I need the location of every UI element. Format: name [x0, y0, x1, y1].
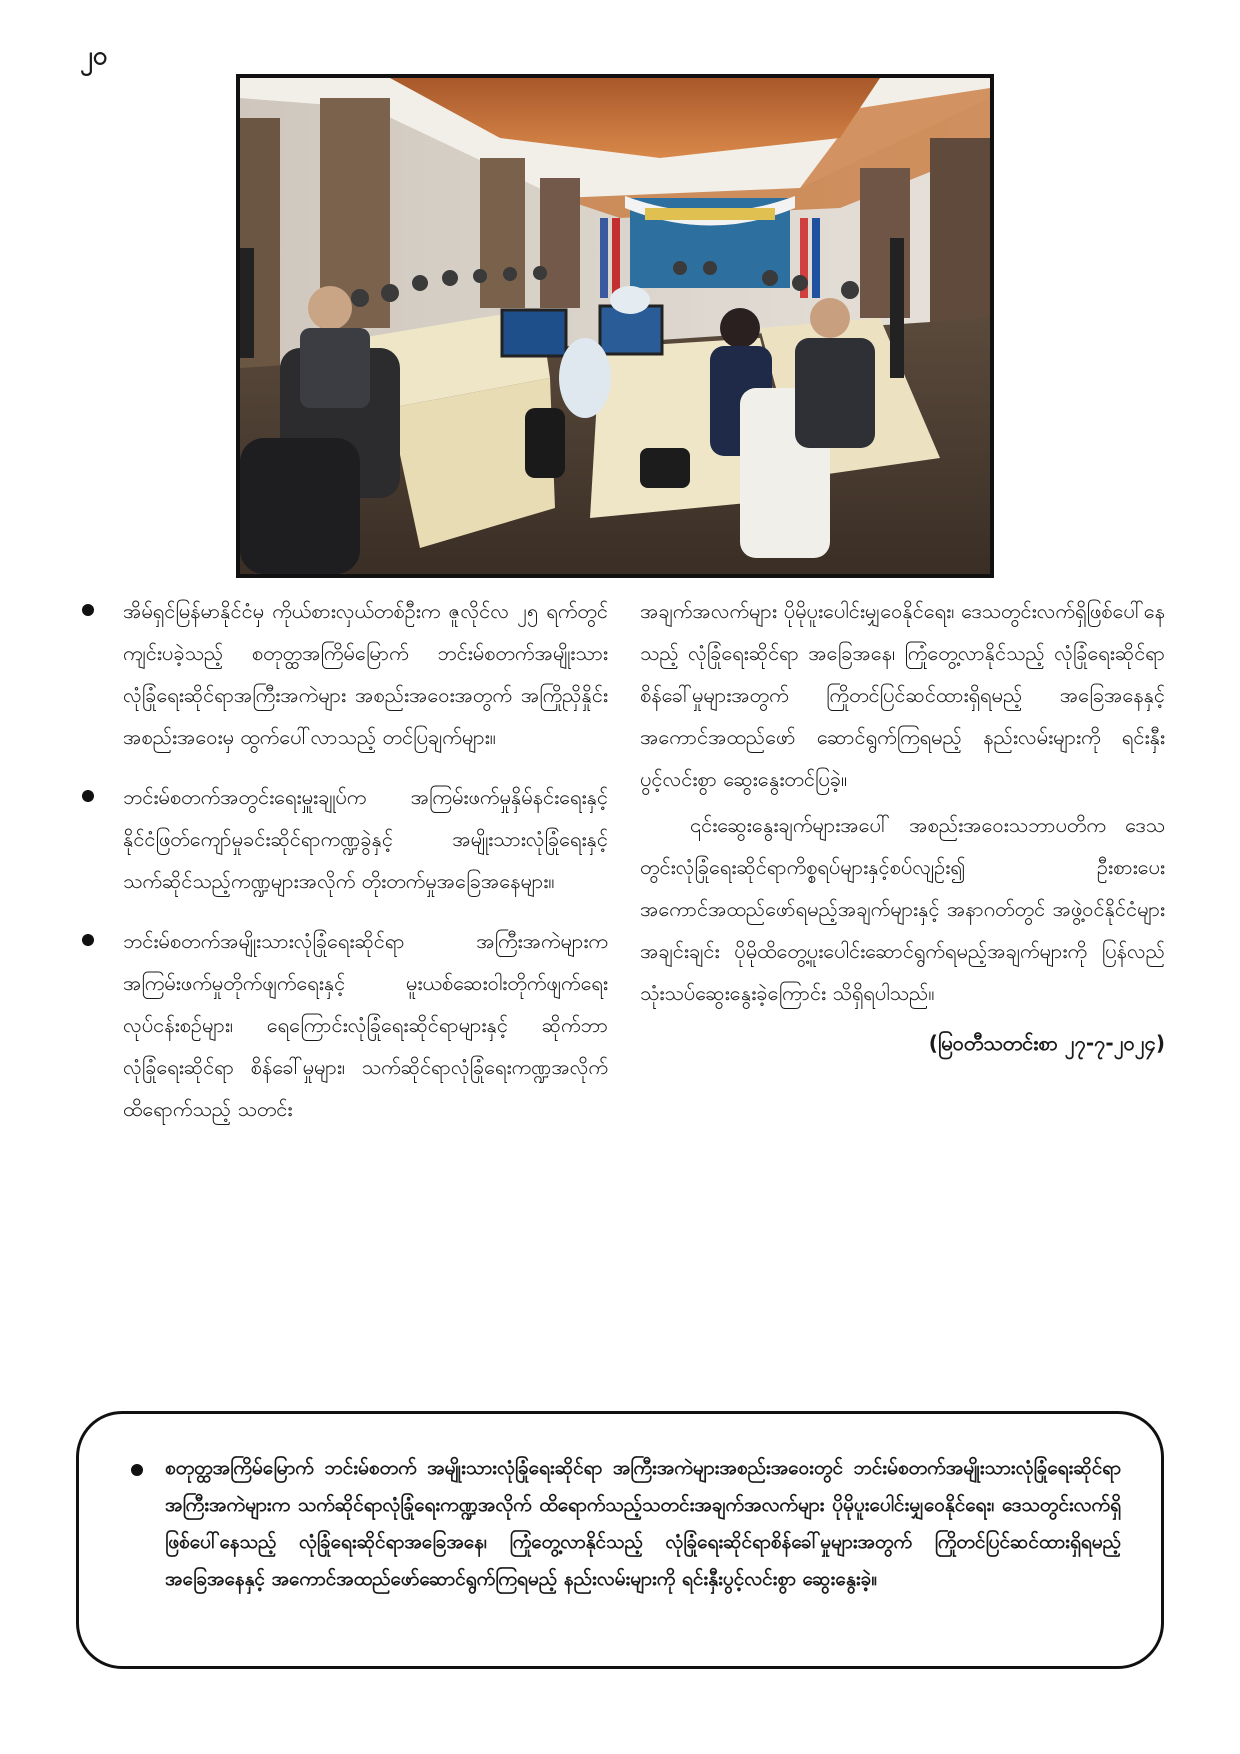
summary-box: [76, 1411, 1164, 1669]
paragraph: ၎င်းဆွေးနွေးချက်များအပေါ် အစည်းအဝေးသဘာပတိက ဒေသတွင်းလုံခြုံရေးဆိုင်ရာကိစ္စရပ်များနှင့်စပ်လျဉ်း၍ ဦးစားပေးအကောင်အထည်ဖော်ရမည့်အချက်များနှင့် အနာဂတ်တွင် အဖွဲ့ဝင်နိုင်ငံများအချင်းချင်း ပိုမိုထိတွေ့ပူးပေါင်းဆောင်ရွက်ရမည့်အချက်များကို ပြန်လည်သုံးသပ်ဆွေးနွေးခဲ့ကြောင်း သိရှိရပါသည်။: [640, 813, 1165, 1005]
meeting-photo: [236, 74, 994, 578]
left-column: [78, 590, 608, 1148]
summary-text: စတုတ္ထအကြိမ်မြောက် ဘင်းမ်စတက် အမျိုးသားလုံခြုံရေးဆိုင်ရာ အကြီးအကဲများအစည်းအဝေးတွင် ဘင်းမ်စတက်အမျိုးသားလုံခြုံရေးဆိုင်ရာ အကြီးအကဲများက သက်ဆိုင်ရာလုံခြုံရေးကဏ္ဍအလိုက် ထိရောက်သည့်သတင်းအချက်အလက်များ ပိုမိုပူးပေါင်းမျှဝေနိုင်ရေး၊ ဒေသတွင်းလက်ရှိဖြစ်ပေါ်နေသည့် လုံခြုံရေးဆိုင်ရာအခြေအနေ၊ ကြုံတွေ့လာနိုင်သည့် လုံခြုံရေးဆိုင်ရာစိန်ခေါ်မှုများအတွက် ကြိုတင်ပြင်ဆင်ထားရှိရမည့်အခြေအနေနှင့် အကောင်အထည်ဖော်ဆောင်ရွက်ကြရမည့် နည်းလမ်းများကို ရင်းနှီးပွင့်လင်းစွာ ဆွေးနွေးခဲ့။: [165, 1457, 1121, 1590]
meeting-photo-icon: [240, 78, 990, 574]
paragraph: အချက်အလက်များ ပိုမိုပူးပေါင်းမျှဝေနိုင်ရေး၊ ဒေသတွင်းလက်ရှိဖြစ်ပေါ်နေသည့် လုံခြုံရေးဆိုင်ရာ အခြေအနေ၊ ကြုံတွေ့လာနိုင်သည့် လုံခြုံရေးဆိုင်ရာ စိန်ခေါ်မှုများအတွက် ကြိုတင်ပြင်ဆင်ထားရှိရမည့် အခြေအနေနှင့် အကောင်အထည်ဖော် ဆောင်ရွက်ကြရမည့် နည်းလမ်းများကို ရင်းနှီးပွင့်လင်းစွာ ဆွေးနွေးတင်ပြခဲ့။: [640, 599, 1165, 791]
page-number: ၂၀: [80, 41, 108, 71]
list-item: [78, 920, 608, 1130]
source-citation: (မြဝတီသတင်းစာ ၂၇-၇-၂၀၂၄): [928, 1031, 1165, 1055]
list-item-text: အိမ်ရှင်မြန်မာနိုင်ငံမှ ကိုယ်စားလှယ်တစ်ဦးက ဇူလိုင်လ ၂၅ ရက်တွင် ကျင်းပခဲ့သည့် စတုတ္ထအကြိမ်မြောက် ဘင်းမ်စတက်အမျိုးသားလုံခြုံရေးဆိုင်ရာအကြီးအကဲများ အစည်းအဝေးအတွက် အကြိုညှိနှိုင်းအစည်းအဝေးမှ ထွက်ပေါ်လာသည့် တင်ပြချက်များ။: [123, 599, 608, 749]
list-item-text: ဘင်းမ်စတက်အမျိုးသားလုံခြုံရေးဆိုင်ရာ အကြီးအကဲများက အကြမ်းဖက်မှုတိုက်ဖျက်ရေးနှင့် မူးယစ်ဆေးဝါးတိုက်ဖျက်ရေးလုပ်ငန်းစဉ်များ၊ ရေကြောင်းလုံခြုံရေးဆိုင်ရာများနှင့် ဆိုက်ဘာလုံခြုံရေးဆိုင်ရာ စိန်ခေါ်မှုများ၊ သက်ဆိုင်ရာလုံခြုံရေးကဏ္ဍအလိုက် ထိရောက်သည့် သတင်း: [123, 929, 608, 1121]
bullet-icon: [82, 790, 94, 802]
bullet-icon: [82, 934, 94, 946]
list-item-text: ဘင်းမ်စတက်အတွင်းရေးမှူးချုပ်က အကြမ်းဖက်မှုနှိမ်နင်းရေးနှင့် နိုင်ငံဖြတ်ကျော်မှုခင်းဆိုင်ရာကဏ္ဍခွဲနှင့် အမျိုးသားလုံခြုံရေးနှင့် သက်ဆိုင်သည့်ကဏ္ဍများအလိုက် တိုးတက်မှုအခြေအနေများ။: [123, 785, 608, 893]
right-column: [640, 590, 1165, 1060]
summary-item: [119, 1450, 1121, 1598]
bullet-icon: [82, 604, 94, 616]
list-item: [78, 776, 608, 902]
list-item: [78, 590, 608, 758]
bullet-icon: [131, 1464, 143, 1476]
